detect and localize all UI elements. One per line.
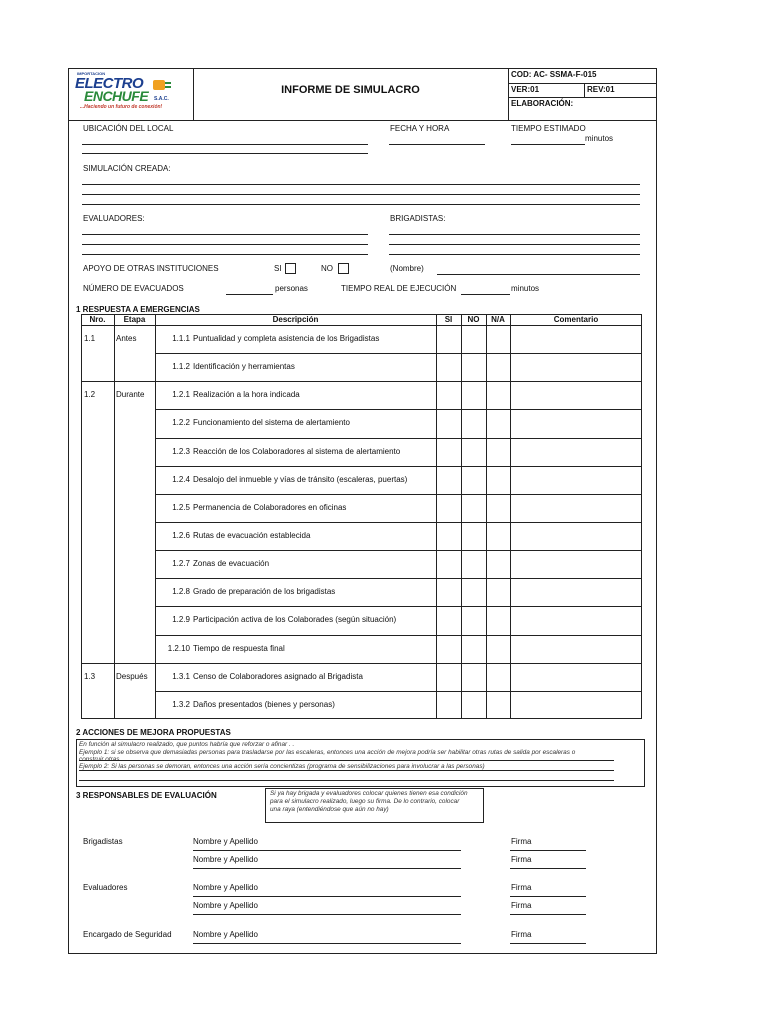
acciones-intro: En función al simulacro realizado, que puntos habría que reforzar o afinar . . [79,741,295,748]
header-hline-2 [508,97,657,98]
simulacion-line-2[interactable] [82,194,640,195]
tiempo-estimado-line[interactable] [511,144,585,145]
row-no-cell[interactable] [462,326,485,352]
apoyo-si-label: SI [274,264,282,273]
tiempo-real-line[interactable] [461,294,510,295]
apoyo-no-checkbox[interactable] [338,263,349,274]
row-description: Permanencia de Colaboradores en oficinas [193,503,347,512]
row-description: Puntualidad y completa asistencia de los Brigadistas [193,334,380,343]
evaluador-2-firma-line[interactable] [510,914,586,915]
row-no-cell[interactable] [462,410,485,436]
row-code: 1.1.1 [172,334,190,343]
brigadistas-line-1[interactable] [389,234,640,235]
row-na-cell[interactable] [487,664,509,690]
brigadista-1-nombre-label: Nombre y Apellido [193,837,258,846]
row-description: Tiempo de respuesta final [193,644,285,653]
row-code: 1.2.10 [167,644,190,653]
evaluadores-line-1[interactable] [82,234,368,235]
row-description: Censo de Colaboradores asignado al Brigadista [193,672,363,681]
row-si-cell[interactable] [437,495,460,521]
header-nro: Nro. [89,315,106,324]
ubicacion-line-1[interactable] [82,144,368,145]
row-comment-cell[interactable] [511,326,641,352]
header-si: SI [444,315,453,324]
row-description: Desalojo del inmueble y vías de tránsito (escaleras, puertas) [193,475,408,484]
row-comment-cell[interactable] [511,523,641,549]
row-comment-cell[interactable] [511,551,641,577]
company-logo [72,71,190,115]
acciones-line-3[interactable] [79,780,614,781]
row-etapa: Después [116,672,148,681]
row-code: 1.2.6 [172,531,190,540]
row-nro: 1.1 [84,334,96,343]
brigadista-1-firma-line[interactable] [510,850,586,851]
row-nro: 1.2 [84,390,96,399]
header-hline-1 [508,83,657,84]
header-vline-codes [508,68,509,120]
acciones-line-1[interactable] [79,760,614,761]
minutos-real-label: minutos [511,284,540,293]
row-si-cell[interactable] [437,692,460,718]
header-divider [68,120,657,121]
logo-sac: S.A.C. [154,96,169,102]
row-code: 1.2.9 [172,615,190,624]
row-no-cell[interactable] [462,382,485,408]
row-na-cell[interactable] [487,692,509,718]
row-no-cell[interactable] [462,439,485,465]
fecha-label: FECHA Y HORA [390,124,450,133]
evaluador-1-firma-line[interactable] [510,896,586,897]
row-na-cell[interactable] [487,410,509,436]
brigadistas-role: Brigadistas [83,837,123,846]
row-description: Rutas de evacuación establecida [193,531,311,540]
encargado-firma-line[interactable] [510,943,586,944]
cod-label: COD: AC- SSMA-F-015 [511,70,597,79]
row-na-cell[interactable] [487,382,509,408]
apoyo-no-label: NO [321,264,333,273]
acciones-ejemplo-1: Ejemplo 1: si se observa que demasiadas personas para trasladarse por las escaleras, entonces una acción de mejora podría ser habilitar otras rutas de salida por escaleras o [79,749,576,756]
row-comment-cell[interactable] [511,692,641,718]
row-code: 1.1.2 [172,362,190,371]
section2-title: 2 ACCIONES DE MEJORA PROPUESTAS [76,728,231,737]
simulacion-label: SIMULACIÓN CREADA: [83,164,171,173]
encargado-nombre-label: Nombre y Apellido [193,930,258,939]
evaluador-2-firma-label: Firma [511,901,532,910]
apoyo-si-checkbox[interactable] [285,263,296,274]
logo-top-text: IMPORTACION [77,71,106,76]
row-no-cell[interactable] [462,551,485,577]
section3-title: 3 RESPONSABLES DE EVALUACIÓN [76,791,217,800]
row-description: Realización a la hora indicada [193,390,300,399]
brigadistas-line-2[interactable] [389,244,640,245]
logo-electro: ELECTRO [75,75,144,92]
brigadista-2-nombre-line[interactable] [193,868,461,869]
row-si-cell[interactable] [437,410,460,436]
header-etapa: Etapa [123,315,146,324]
row-code: 1.2.7 [172,559,190,568]
row-si-cell[interactable] [437,664,460,690]
row-na-cell[interactable] [487,636,509,662]
tiempo-estimado-label: TIEMPO ESTIMADO [511,124,586,133]
encargado-nombre-line[interactable] [193,943,461,944]
row-comment-cell[interactable] [511,607,641,633]
apoyo-label: APOYO DE OTRAS INSTITUCIONES [83,264,219,273]
row-no-cell[interactable] [462,523,485,549]
row-si-cell[interactable] [437,551,460,577]
brigadista-2-nombre-label: Nombre y Apellido [193,855,258,864]
row-comment-cell[interactable] [511,410,641,436]
brigadistas-label: BRIGADISTAS: [390,214,446,223]
evaluador-2-nombre-label: Nombre y Apellido [193,901,258,910]
plug-icon [152,77,172,93]
note-line-1: Si ya hay brigada y evaluadores colocar quienes tienen esa condición [270,790,468,797]
section1-title: 1 RESPUESTA A EMERGENCIAS [76,305,200,314]
row-code: 1.3.1 [172,672,190,681]
evaluadores-role: Evaluadores [83,883,128,892]
header-comentario: Comentario [553,315,599,324]
form-title: INFORME DE SIMULACRO [281,84,420,96]
row-si-cell[interactable] [437,523,460,549]
ubicacion-line-2[interactable] [82,153,368,154]
brigadista-2-firma-label: Firma [511,855,532,864]
row-si-cell[interactable] [437,636,460,662]
encargado-role: Encargado de Seguridad [83,930,172,939]
row-description: Reacción de los Colaboradores al sistema de alertamiento [193,447,401,456]
row-comment-cell[interactable] [511,636,641,662]
ver-label: VER:01 [511,85,540,94]
col-divider-nro [114,314,115,719]
row-no-cell[interactable] [462,354,485,380]
numero-evacuados-line[interactable] [226,294,273,295]
row-no-cell[interactable] [462,664,485,690]
row-si-cell[interactable] [437,579,460,605]
acciones-ejemplo-1b: construir otras [79,756,120,763]
row-no-cell[interactable] [462,579,485,605]
row-description: Funcionamiento del sistema de alertamiento [193,418,350,427]
row-no-cell[interactable] [462,692,485,718]
row-code: 1.2.8 [172,587,190,596]
rev-label: REV:01 [587,85,615,94]
brigadistas-line-3[interactable] [389,254,640,255]
simulacion-line-1[interactable] [82,184,640,185]
simulacion-line-3[interactable] [82,204,640,205]
row-description: Grado de preparación de los brigadistas [193,587,336,596]
row-na-cell[interactable] [487,467,509,493]
note-line-3: una raya (entendiéndose que aún no hay) [270,806,389,813]
row-si-cell[interactable] [437,326,460,352]
row-no-cell[interactable] [462,467,485,493]
row-etapa: Antes [116,334,137,343]
row-na-cell[interactable] [487,439,509,465]
evaluador-1-nombre-label: Nombre y Apellido [193,883,258,892]
evaluador-2-nombre-line[interactable] [193,914,461,915]
ubicacion-label: UBICACIÓN DEL LOCAL [83,124,174,133]
tiempo-real-label: TIEMPO REAL DE EJECUCIÓN [341,284,457,293]
row-etapa: Durante [116,390,145,399]
minutos-label: minutos [585,134,614,143]
row-nro: 1.3 [84,672,96,681]
row-si-cell[interactable] [437,439,460,465]
nombre-institucion-label: (Nombre) [390,264,424,273]
numero-evacuados-label: NÚMERO DE EVACUADOS [83,284,184,293]
row-code: 1.2.5 [172,503,190,512]
row-comment-cell[interactable] [511,382,641,408]
row-na-cell[interactable] [487,551,509,577]
row-si-cell[interactable] [437,607,460,633]
row-si-cell[interactable] [437,354,460,380]
brigadista-1-firma-label: Firma [511,837,532,846]
row-comment-cell[interactable] [511,354,641,380]
logo-enchufe: ENCHUFE [84,88,149,104]
evaluadores-line-2[interactable] [82,244,368,245]
header-no: NO [467,315,480,324]
row-si-cell[interactable] [437,467,460,493]
row-code: 1.2.3 [172,447,190,456]
row-description: Participación activa de los Colaborades (según situación) [193,615,397,624]
row-si-cell[interactable] [437,382,460,408]
row-na-cell[interactable] [487,579,509,605]
row-na-cell[interactable] [487,607,509,633]
col-divider-etapa [155,314,156,719]
row-no-cell[interactable] [462,607,485,633]
brigadista-2-firma-line[interactable] [510,868,586,869]
header-descripcion: Descripción [272,315,319,324]
row-comment-cell[interactable] [511,579,641,605]
nombre-institucion-line[interactable] [437,274,640,275]
logo-slogan: ...Haciendo un futuro de conexión! [80,104,163,110]
acciones-ejemplo-2: Ejemplo 2: Si las personas se demoran, entonces una acción sería concientizas (programa de sensibilizaciones para involucrar a las personas) [79,763,485,770]
evaluador-1-firma-label: Firma [511,883,532,892]
row-na-cell[interactable] [487,495,509,521]
row-code: 1.3.2 [172,700,190,709]
row-na-cell[interactable] [487,354,509,380]
row-comment-cell[interactable] [511,664,641,690]
row-comment-cell[interactable] [511,467,641,493]
evaluador-1-nombre-line[interactable] [193,896,461,897]
header-vline-rev [584,83,585,97]
row-comment-cell[interactable] [511,439,641,465]
row-description: Daños presentados (bienes y personas) [193,700,335,709]
row-comment-cell[interactable] [511,495,641,521]
acciones-line-2[interactable] [79,770,614,771]
row-no-cell[interactable] [462,495,485,521]
fecha-line[interactable] [389,144,485,145]
row-na-cell[interactable] [487,523,509,549]
note-line-2: para el simulacro realizado, luego su firma. De lo contrario, colocar [270,798,460,805]
row-description: Identificación y herramientas [193,362,295,371]
row-description: Zonas de evacuación [193,559,270,568]
evaluadores-line-3[interactable] [82,254,368,255]
header-na: N/A [491,315,505,324]
personas-label: personas [275,284,308,293]
evaluadores-label: EVALUADORES: [83,214,145,223]
row-code: 1.2.2 [172,418,190,427]
elaboracion-label: ELABORACIÓN: [511,99,574,108]
encargado-firma-label: Firma [511,930,532,939]
row-na-cell[interactable] [487,326,509,352]
brigadista-1-nombre-line[interactable] [193,850,461,851]
row-code: 1.2.1 [172,390,190,399]
row-code: 1.2.4 [172,475,190,484]
row-no-cell[interactable] [462,636,485,662]
